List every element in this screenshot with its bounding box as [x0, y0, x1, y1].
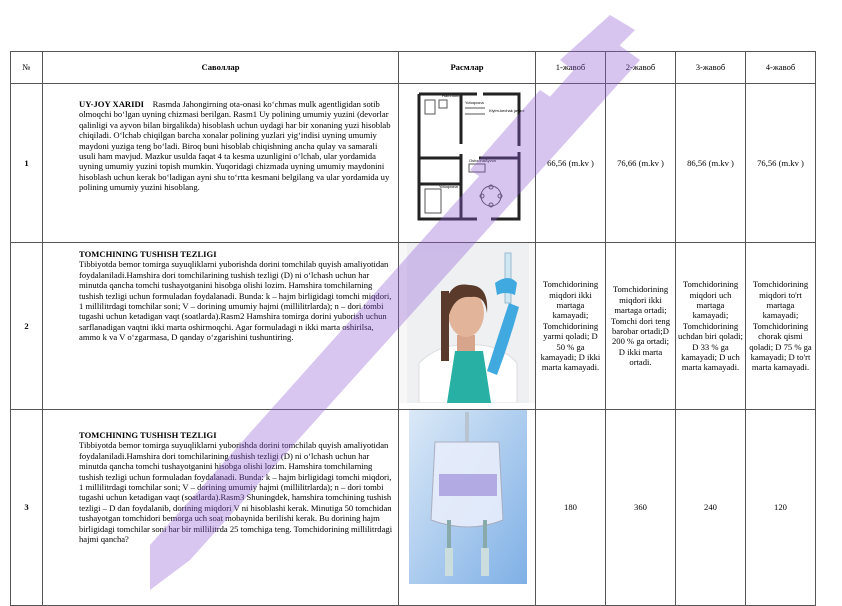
- question-cell: [43, 410, 399, 606]
- header-answer-2: 2-жавоб: [606, 52, 676, 84]
- answer-2[interactable]: 360: [606, 410, 676, 606]
- floor-plan-drawing: [399, 84, 535, 226]
- question-title: UY-JOY XARIDI: [79, 99, 145, 109]
- answer-1[interactable]: 66,56 (m.kv ): [536, 84, 606, 243]
- nurse-photo: [399, 243, 536, 410]
- answer-1[interactable]: Tomchidorining miqdori ikki martaga kamayadi; Tomchidorining yarmi qoladi; D 50 % ga kamayadi; D ikki marta kamayadi.: [536, 243, 606, 410]
- header-answer-4: 4-жавоб: [746, 52, 816, 84]
- answer-4[interactable]: 76,56 (m.kv ): [746, 84, 816, 243]
- header-answer-3: 3-жавоб: [676, 52, 746, 84]
- question-text: Rasmda Jahongirning ota-onasi ko‘chmas mulk agentligidan sotib olmoqchi bo‘lgan uyning chizmasi berilgan. Rasm1 Uy polining umumiy yuzini (devorlar qalinligi va ayvon bilan birgalikda) hisoblash uchun uydagi har bir xonaning yuzi hisoblab chiqiladi. O‘lchab chiqilgan barcha xonalar polining yuzlari yig‘indisi uyning umumiy maydoni yuziga teng bo‘ladi. Biroq buni hisoblab chiqishning ancha qulay va samarali usuli ham mavjud. Mazkur usulda faqat 4 ta kesma uzunligini o‘lchab, ular yordamida uyning umumiy yuzini topish mumkin. Yuqoridagi chizmada uyning umumiy maydonini hisoblash uchun kerak bo‘ladigan ayni shu to‘rtta kesmani belgilang va ular yordamida uy polining umumiy yuzini hisoblang.: [79, 99, 391, 193]
- iv-drip-illustration: [399, 410, 535, 584]
- room-label-garage: Yotoqxona: [439, 184, 458, 189]
- room-label-closet: Kiyim-kechak javoni: [489, 108, 525, 113]
- table-row: [11, 243, 816, 410]
- answer-2[interactable]: 76,66 (m.kv ): [606, 84, 676, 243]
- header-images: Расмлар: [399, 52, 536, 84]
- answer-4[interactable]: 120: [746, 410, 816, 606]
- answer-2[interactable]: Tomchidorining miqdori ikki martaga ortadi; Tomchi dori teng barobar ortadi;D 200 % ga ortadi; D ikki marta ortadi.: [606, 243, 676, 410]
- room-label-kitchen: Oshxona: [469, 158, 486, 163]
- row-number: 1: [11, 84, 43, 243]
- room-label-living: Ayvon: [485, 158, 497, 163]
- answer-3[interactable]: Tomchidorining miqdori uch martaga kamayadi; Tomchidorining uchdan biri qoladi; D 33 % ga kamayadi; D uch marta kamayadi.: [676, 243, 746, 410]
- room-label-bedroom: Yotoqxona: [465, 100, 484, 105]
- row-number: 3: [11, 410, 43, 606]
- header-row: [11, 52, 816, 84]
- question-title: TOMCHINING TUSHISH TEZLIGI: [79, 249, 217, 259]
- question-title: TOMCHINING TUSHISH TEZLIGI: [79, 430, 217, 440]
- table-row: [11, 84, 816, 243]
- questions-table: [10, 51, 816, 606]
- table-row: [11, 410, 816, 606]
- floor-plan-image: [399, 84, 536, 243]
- header-num: №: [11, 52, 43, 84]
- question-text: Tibbiyotda bemor tomirga suyuqliklarni yuborishda dorini tomchilab quyish amaliyotidan foydalaniladi.Hamshira dori tomchilarining tushish tezligi (D) ni o‘lchash uchun har minutda qancha tomchi tushayotganini hisobga olishi lozim. Hamshira tomchilarning tushish tezligi uchun formuladan foydalanadi. Bunda: k – hajm birligidagi tomchi miqdori, 1 millilitrdagi tomchilar soni; V – dorining umumiy hajmi (millilitrlarda); n – dori tombi tugashi uchun ketadigan vaqt (soatlarda).Rasm3 Shuningdek, hamshira tomchining tushish tezligi – D dan foydalanib, dorining miqdori V ni hisoblashi kerak. Minutiga 50 tomchidan tushayotgan tomchidori bemorga uch soat mobaynida berilishi kerak. Bu dorining hajm birligidagi tomchilar soni har bir millilitrda 25 tomchiga teng. Tomchidorining millilitrdagi hajmi qancha?: [79, 440, 393, 545]
- answer-3[interactable]: 240: [676, 410, 746, 606]
- question-cell: [43, 84, 399, 243]
- iv-drip-photo: [399, 410, 536, 606]
- answer-3[interactable]: 86,56 (m.kv ): [676, 84, 746, 243]
- room-label-bathroom: Hammom: [442, 93, 460, 98]
- answer-1[interactable]: 180: [536, 410, 606, 606]
- question-cell: [43, 243, 399, 410]
- nurse-illustration: [399, 243, 535, 403]
- row-number: 2: [11, 243, 43, 410]
- answer-4[interactable]: Tomchidorining miqdori to'rt martaga kamayadi; Tomchidorining chorak qismi qoladi; D 75 % ga kamayadi; D to'rt marta kamayadi.: [746, 243, 816, 410]
- header-answer-1: 1-жавоб: [536, 52, 606, 84]
- question-text: Tibbiyotda bemor tomirga suyuqliklarni yuborishda dorini tomchilab quyish amaliyotidan foydalaniladi.Hamshira dori tomchilarining tushish tezligi (D) ni o‘lchash uchun har minutda qancha tomchi tushayotganini hisobga olishi lozim. Hamshira tomchilarning tushish tezligi uchun formuladan foydalanadi. Bunda: k – hajm birligidagi tomchi miqdori, 1 millilitrdagi tomchilar soni; V – dorining umumiy hajmi (millilitrlarda); n – dori tombi tugashi uchun ketadigan vaqt (soatlarda).Rasm2 Hamshira tomirga dorini yuborish uchun sarflanadigan vaqtni ikki marta oshirmoqchi. Agar formuladagi n ikki marta oshirilsa, ammo k va V o‘zgarmasa, D qanday o‘zgarishini tushuntiring.: [79, 259, 392, 343]
- header-questions: Саволлар: [43, 52, 399, 84]
